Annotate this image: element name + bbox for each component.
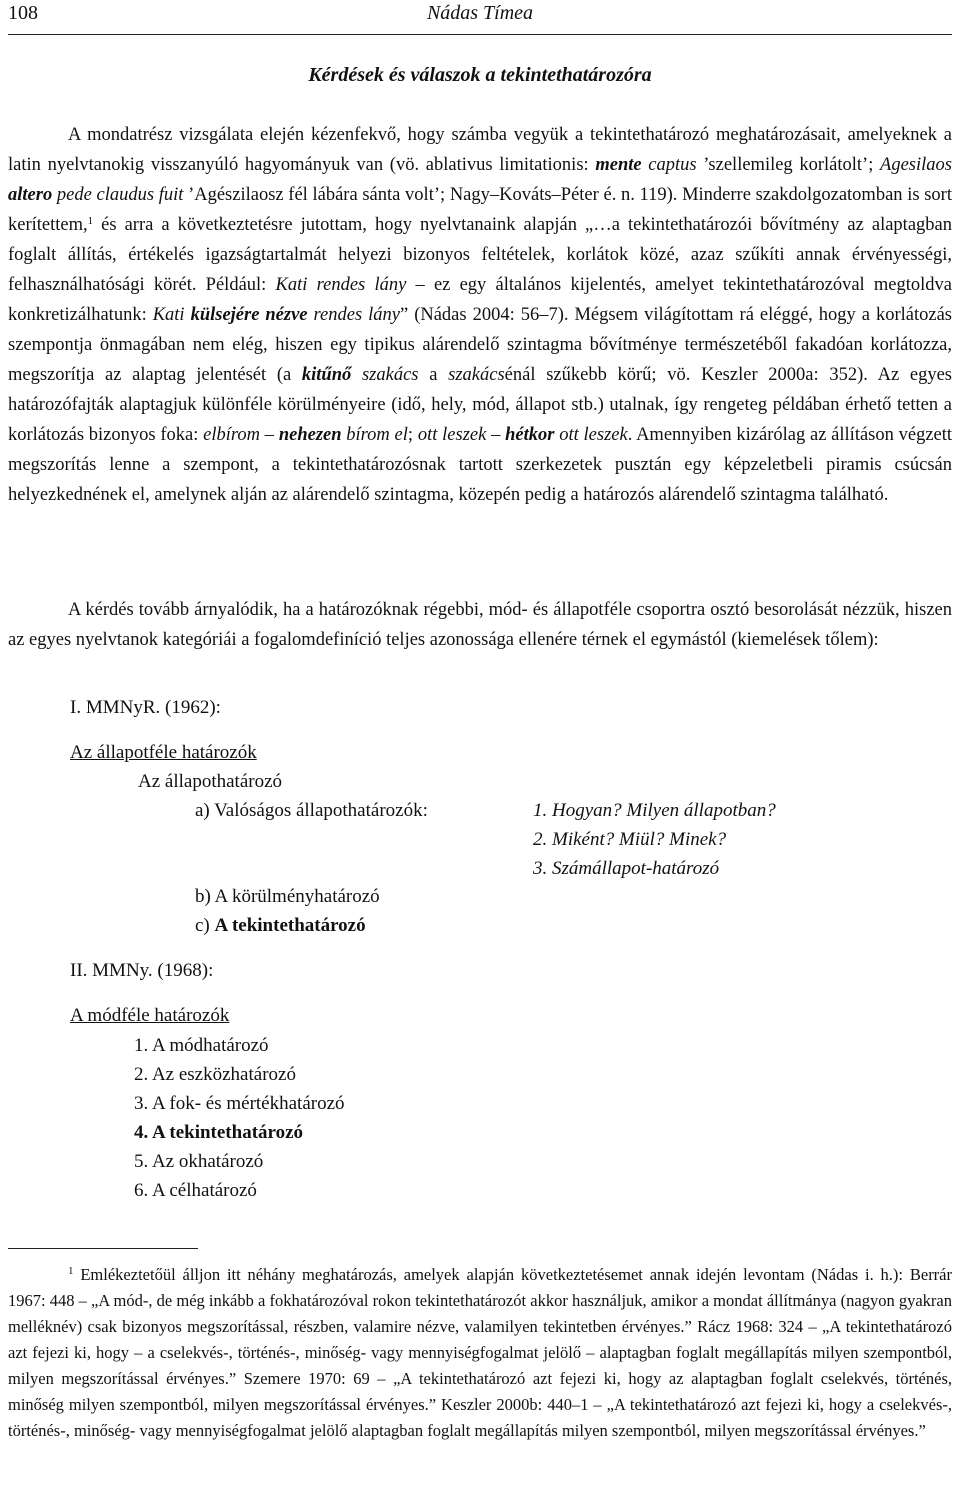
page-number: 108 (8, 2, 38, 24)
example-term: ott leszek (554, 425, 628, 445)
highlighted-term: A tekintethatározó (214, 915, 366, 936)
text-run: A mondatrész vizsgálata elején kézenfekvő, hogy számba vegyük a tekintethatározó meghatározásait, amelyeknek a latin nyelvtanokig visszanyúló hagyományuk van (vö. ablativus limitationis: (8, 125, 952, 175)
text-run: énál szűkebb körű; vö. Keszler 2000a: 352). Az egyes határozófajták alaptagjuk különféle körülményeire (idő, hely, mód, állapot stb.) utalnak, így rengeteg példában érhető tetten a korlátozás bizonyos foka: (8, 365, 952, 445)
example-term: altero (8, 185, 53, 205)
footnote-divider (8, 1248, 198, 1249)
list-subitem: 3. Számállapot-határozó (533, 858, 720, 879)
list-item: 6. A célhatározó (134, 1180, 257, 1201)
list-item: b) A körülményhatározó (195, 886, 380, 907)
example-term: ott leszek (417, 425, 487, 445)
example-term: nehezen (278, 425, 342, 445)
list-group-title: A módféle határozók (70, 1005, 230, 1026)
text-run: – (260, 425, 279, 445)
list-item (195, 915, 366, 937)
text-run: ’Agészilaosz fél lábára sánta volt’; Nagy–Kováts–Péter é. n. 119). Minderre szakdolgozatomban is sort kerítettem, (8, 185, 952, 235)
footnote-text: Emlékeztetőül álljon itt néhány meghatározás, amelyek alapján következtetésemet annak idején levontam (Nádas i. h.): Berrár 1967: 448 – „A mód-, de még inkább a fokhatározóval rokon tekintethatározót akkor használjuk, amikor a mondat állítmánya (nagyon gyakran melléknév) csak bizonyos megszorítással, részben, valamire nézve, valamilyen tekintetben érvényes.” Rácz 1968: 324 – „A tekintethatározó azt fejezi ki, hogy – a cselekvés-, történés-, minőség- vagy mennyiségfogalmat jelölő – alaptagban foglalt megállapítás milyen szempontból, milyen megszorítással érvényes.” Szemere 1970: 69 – „A tekintethatározó azt fejezi ki, hogy az alaptagban foglalt cselekvés, történés, minőség milyen szempontból, milyen megszorítással érvényes.” Keszler 2000b: 440–1 – „A tekintethatározó azt fejezi ki, hogy a cselekvés-, történés-, minőség- vagy mennyiségfogalmat jelölő alaptagban foglalt megállapítás milyen szempontból, milyen megszorítással érvényes.” (8, 1265, 952, 1440)
list-item: 3. A fok- és mértékhatározó (134, 1093, 345, 1114)
text-run: ’szellemileg korlátolt’; (696, 155, 881, 175)
running-head: Nádas Tímea (426, 2, 534, 24)
example-term: rendes lány (307, 305, 400, 325)
example-term: szakács (448, 365, 505, 385)
list-subitem: 1. Hogyan? Milyen állapotban? (533, 800, 776, 821)
example-term: pede claudus fuit (52, 185, 184, 205)
list-group-title: Az állapotféle határozók (70, 742, 257, 763)
text-run: – ez egy általános kijelentés, amelyet tekintethatározóval megtoldva konkretizálhatunk: (8, 275, 952, 325)
example-term: elbírom (203, 425, 261, 445)
section-title: Kérdések és válaszok a tekintethatározóra (308, 64, 652, 86)
list-subgroup-title: Az állapothatározó (138, 771, 283, 792)
list-item-highlighted: 4. A tekintethatározó (134, 1122, 304, 1143)
text-run: – (486, 425, 506, 445)
list-heading: I. MMNyR. (1962): (70, 697, 221, 718)
list-heading: II. MMNy. (1968): (70, 960, 214, 981)
example-term: Agesilaos (880, 155, 952, 175)
list-item: 5. Az okhatározó (134, 1151, 264, 1172)
paragraph-1 (8, 120, 952, 510)
example-term: bírom el (341, 425, 408, 445)
text-run: . Amennyiben kizárólag az állításon végzett megszorítás lenne a szempont, a tekintethatározósnak tartott szerkezetek pusztán egy képzeletbeli piramis csúcsán helyezkednének el, amelynek alján az alárendelő szintagma, közepén pedig a határozós alárendelő szintagma található. (8, 425, 953, 505)
list-item: a) Valóságos állapothatározók: (195, 800, 428, 821)
text-run: ” (Nádas 2004: 56–7). Mégsem világítottam rá eléggé, hogy a korlátozás szempontja önmagában nem elég, hiszen egy tipikus alárendelő szintagma bővítménye természetéből fakadóan korlátozza, megszorítja az alaptag jelentését (a (8, 305, 952, 385)
example-term: Kati rendes lány (275, 275, 407, 295)
list-subitem: 2. Miként? Miül? Minek? (533, 829, 727, 850)
text-run: ; (407, 425, 418, 445)
paragraph-2 (8, 595, 952, 655)
list-item: 1. A módhatározó (134, 1035, 269, 1056)
example-term: szakács (351, 365, 419, 385)
text-run: a (418, 365, 449, 385)
example-term: hétkor (505, 425, 555, 445)
list-item-prefix: c) (195, 915, 215, 936)
page-header (8, 0, 952, 35)
list-item: 2. Az eszközhatározó (134, 1064, 296, 1085)
footnote-ref[interactable]: 1 (87, 215, 94, 227)
text-run: és arra a következtetésre jutottam, hogy nyelvtanaink alapján „…a tekintethatározói bővítmény az alaptagban foglalt állítás, értékelés igazságtartalmát helyezi bizonyos feltételek, korlátok közé, azaz szűkíti annak érvényességi, felhasználhatósági körét. Például: (8, 215, 952, 295)
paragraph-text: A kérdés tovább árnyalódik, ha a határozóknak régebbi, mód- és állapotféle csoportra osztó besorolását nézzük, hiszen az egyes nyelvtanok kategóriái a fogalomdefiníció teljes azonossága ellenére térnek el egymástól (kiemelések tőlem): (8, 600, 952, 650)
footnote (8, 1262, 952, 1444)
example-term: kitűnő (301, 365, 352, 385)
example-term: mente (595, 155, 642, 175)
example-term: külsejére nézve (190, 305, 308, 325)
example-term: captus (641, 155, 697, 175)
example-term: Kati (152, 305, 191, 325)
footnote-number: 1 (68, 1265, 74, 1277)
